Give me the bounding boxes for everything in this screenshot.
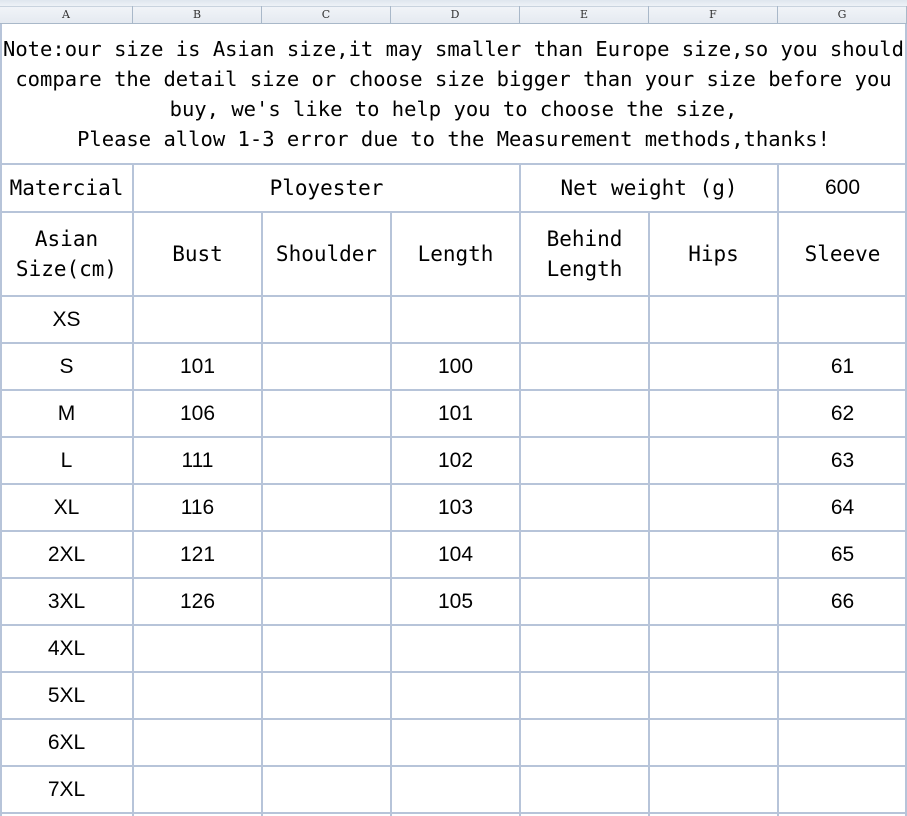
grid-line-vertical xyxy=(390,212,392,816)
grid-line-vertical xyxy=(0,24,2,816)
column-header-d[interactable]: D xyxy=(391,6,520,24)
size-header-line-2: Size(cm) xyxy=(15,257,118,281)
grid-line-horizontal xyxy=(0,436,907,438)
table-cell-hips[interactable] xyxy=(649,296,778,343)
column-header-bar xyxy=(0,0,907,24)
table-cell-shoulder[interactable] xyxy=(262,766,391,813)
column-header-a[interactable]: A xyxy=(0,6,133,24)
table-cell-sleeve[interactable]: 64 xyxy=(830,495,855,519)
column-header-e[interactable]: E xyxy=(520,6,649,24)
table-cell-shoulder[interactable] xyxy=(262,625,391,672)
grid-line-vertical xyxy=(519,212,521,816)
grid-line-horizontal xyxy=(0,530,907,532)
grid-line-vertical xyxy=(648,212,650,816)
table-cell-size[interactable]: 2XL xyxy=(47,542,86,566)
table-cell-hips[interactable] xyxy=(649,437,778,484)
table-cell-sleeve[interactable] xyxy=(778,766,907,813)
table-cell-sleeve[interactable] xyxy=(778,672,907,719)
table-cell-bust[interactable] xyxy=(133,766,262,813)
grid-line-horizontal xyxy=(0,211,907,213)
grid-line-horizontal xyxy=(0,163,907,165)
note-line-3: buy, we's like to help you to choose the size, xyxy=(169,97,738,121)
table-cell-sleeve[interactable]: 61 xyxy=(830,354,855,378)
column-header-g[interactable]: G xyxy=(778,6,907,24)
table-cell-size[interactable]: XS xyxy=(52,307,81,331)
table-cell-bust[interactable]: 111 xyxy=(181,448,214,472)
table-cell-shoulder[interactable] xyxy=(262,437,391,484)
table-cell-behind-length[interactable] xyxy=(520,766,649,813)
grid-line-horizontal xyxy=(0,295,907,297)
table-cell-size[interactable]: 5XL xyxy=(47,683,86,707)
column-header-f[interactable]: F xyxy=(649,6,778,24)
table-cell-size[interactable]: 3XL xyxy=(47,589,86,613)
column-header-b[interactable]: B xyxy=(133,6,262,24)
table-cell-length[interactable] xyxy=(391,672,520,719)
size-header-cell[interactable] xyxy=(0,212,133,296)
table-cell-behind-length[interactable] xyxy=(520,484,649,531)
table-cell-behind-length[interactable] xyxy=(520,296,649,343)
table-cell-behind-length[interactable] xyxy=(520,437,649,484)
table-cell-shoulder[interactable] xyxy=(262,531,391,578)
table-cell-bust[interactable] xyxy=(133,625,262,672)
column-header-c[interactable]: C xyxy=(262,6,391,24)
table-cell-sleeve[interactable]: 62 xyxy=(830,401,855,425)
grid-line-horizontal xyxy=(0,812,907,814)
table-cell-behind-length[interactable] xyxy=(520,578,649,625)
table-cell-shoulder[interactable] xyxy=(262,719,391,766)
note-line-2: compare the detail size or choose size bigger than your size before you xyxy=(15,67,892,91)
size-note-cell[interactable] xyxy=(0,24,907,164)
grid-line-horizontal xyxy=(0,718,907,720)
table-cell-size[interactable]: 4XL xyxy=(47,636,86,660)
hips-header-cell[interactable]: Hips xyxy=(688,242,739,266)
material-label-cell[interactable]: Matercial xyxy=(9,176,124,200)
table-cell-shoulder[interactable] xyxy=(262,672,391,719)
grid-line-vertical xyxy=(261,212,263,816)
table-cell-size[interactable]: 6XL xyxy=(47,730,86,754)
table-cell-bust[interactable] xyxy=(133,719,262,766)
grid-line-horizontal xyxy=(0,389,907,391)
grid-line-horizontal xyxy=(0,624,907,626)
grid-line-vertical xyxy=(777,212,779,816)
table-cell-size[interactable]: L xyxy=(60,448,73,472)
table-cell-length[interactable]: 104 xyxy=(437,542,474,566)
material-value-cell[interactable]: Ployester xyxy=(269,176,384,200)
behind-length-header-cell[interactable] xyxy=(520,212,649,296)
behind-length-header-line-2: Length xyxy=(546,257,623,281)
grid-line-vertical xyxy=(777,164,779,212)
grid-line-vertical xyxy=(132,164,134,212)
table-cell-size[interactable]: 7XL xyxy=(47,777,86,801)
bust-header-cell[interactable]: Bust xyxy=(172,242,223,266)
table-cell-bust[interactable]: 106 xyxy=(179,401,216,425)
table-cell-behind-length[interactable] xyxy=(520,531,649,578)
behind-length-header-line-1: Behind xyxy=(546,227,623,251)
grid-line-horizontal xyxy=(0,342,907,344)
grid-line-horizontal xyxy=(0,577,907,579)
table-cell-behind-length[interactable] xyxy=(520,625,649,672)
table-cell-behind-length[interactable] xyxy=(520,719,649,766)
table-cell-length[interactable]: 103 xyxy=(437,495,474,519)
table-cell-sleeve[interactable]: 63 xyxy=(830,448,855,472)
grid-line-vertical xyxy=(132,212,134,816)
table-cell-hips[interactable] xyxy=(649,719,778,766)
table-cell-shoulder[interactable] xyxy=(262,484,391,531)
table-cell-sleeve[interactable] xyxy=(778,296,907,343)
table-cell-bust[interactable] xyxy=(133,672,262,719)
table-cell-length[interactable]: 102 xyxy=(437,448,474,472)
shoulder-header-cell[interactable]: Shoulder xyxy=(275,242,378,266)
table-cell-bust[interactable] xyxy=(133,296,262,343)
weight-value-cell[interactable]: 600 xyxy=(824,176,861,199)
table-cell-hips[interactable] xyxy=(649,484,778,531)
table-cell-sleeve[interactable] xyxy=(778,719,907,766)
table-cell-shoulder[interactable] xyxy=(262,296,391,343)
table-cell-hips[interactable] xyxy=(649,390,778,437)
table-cell-hips[interactable] xyxy=(649,531,778,578)
table-cell-shoulder[interactable] xyxy=(262,578,391,625)
length-header-cell[interactable]: Length xyxy=(417,242,494,266)
grid-line-horizontal xyxy=(0,671,907,673)
table-cell-length[interactable] xyxy=(391,296,520,343)
table-cell-size[interactable]: M xyxy=(57,401,76,425)
table-cell-hips[interactable] xyxy=(649,672,778,719)
note-line-4: Please allow 1-3 error due to the Measurement methods,thanks! xyxy=(77,127,830,151)
grid-line-horizontal xyxy=(0,765,907,767)
weight-label-cell[interactable]: Net weight (g) xyxy=(560,176,738,200)
table-cell-hips[interactable] xyxy=(649,766,778,813)
table-cell-length[interactable]: 100 xyxy=(437,354,474,378)
table-cell-sleeve[interactable]: 65 xyxy=(830,542,855,566)
sleeve-header-cell[interactable]: Sleeve xyxy=(804,242,881,266)
table-cell-size[interactable]: S xyxy=(59,354,74,378)
table-cell-length[interactable] xyxy=(391,719,520,766)
table-cell-length[interactable]: 101 xyxy=(437,401,474,425)
table-cell-hips[interactable] xyxy=(649,625,778,672)
table-cell-hips[interactable] xyxy=(649,578,778,625)
table-cell-bust[interactable]: 101 xyxy=(179,354,216,378)
table-cell-hips[interactable] xyxy=(649,343,778,390)
note-line-1: Note:our size is Asian size,it may smaller than Europe size,so you should xyxy=(3,37,904,61)
table-cell-length[interactable] xyxy=(391,625,520,672)
table-cell-behind-length[interactable] xyxy=(520,390,649,437)
table-cell-behind-length[interactable] xyxy=(520,343,649,390)
table-cell-size[interactable]: XL xyxy=(53,495,80,519)
table-cell-bust[interactable]: 116 xyxy=(180,495,215,519)
table-cell-bust[interactable]: 121 xyxy=(179,542,216,566)
table-cell-sleeve[interactable]: 66 xyxy=(830,589,855,613)
table-cell-length[interactable]: 105 xyxy=(437,589,474,613)
table-cell-shoulder[interactable] xyxy=(262,343,391,390)
table-cell-sleeve[interactable] xyxy=(778,625,907,672)
table-cell-behind-length[interactable] xyxy=(520,672,649,719)
grid-line-horizontal xyxy=(0,483,907,485)
size-chart-sheet xyxy=(0,24,907,816)
table-cell-shoulder[interactable] xyxy=(262,390,391,437)
grid-line-vertical xyxy=(519,164,521,212)
table-cell-bust[interactable]: 126 xyxy=(179,589,216,613)
size-header-line-1: Asian xyxy=(34,227,99,251)
table-cell-length[interactable] xyxy=(391,766,520,813)
